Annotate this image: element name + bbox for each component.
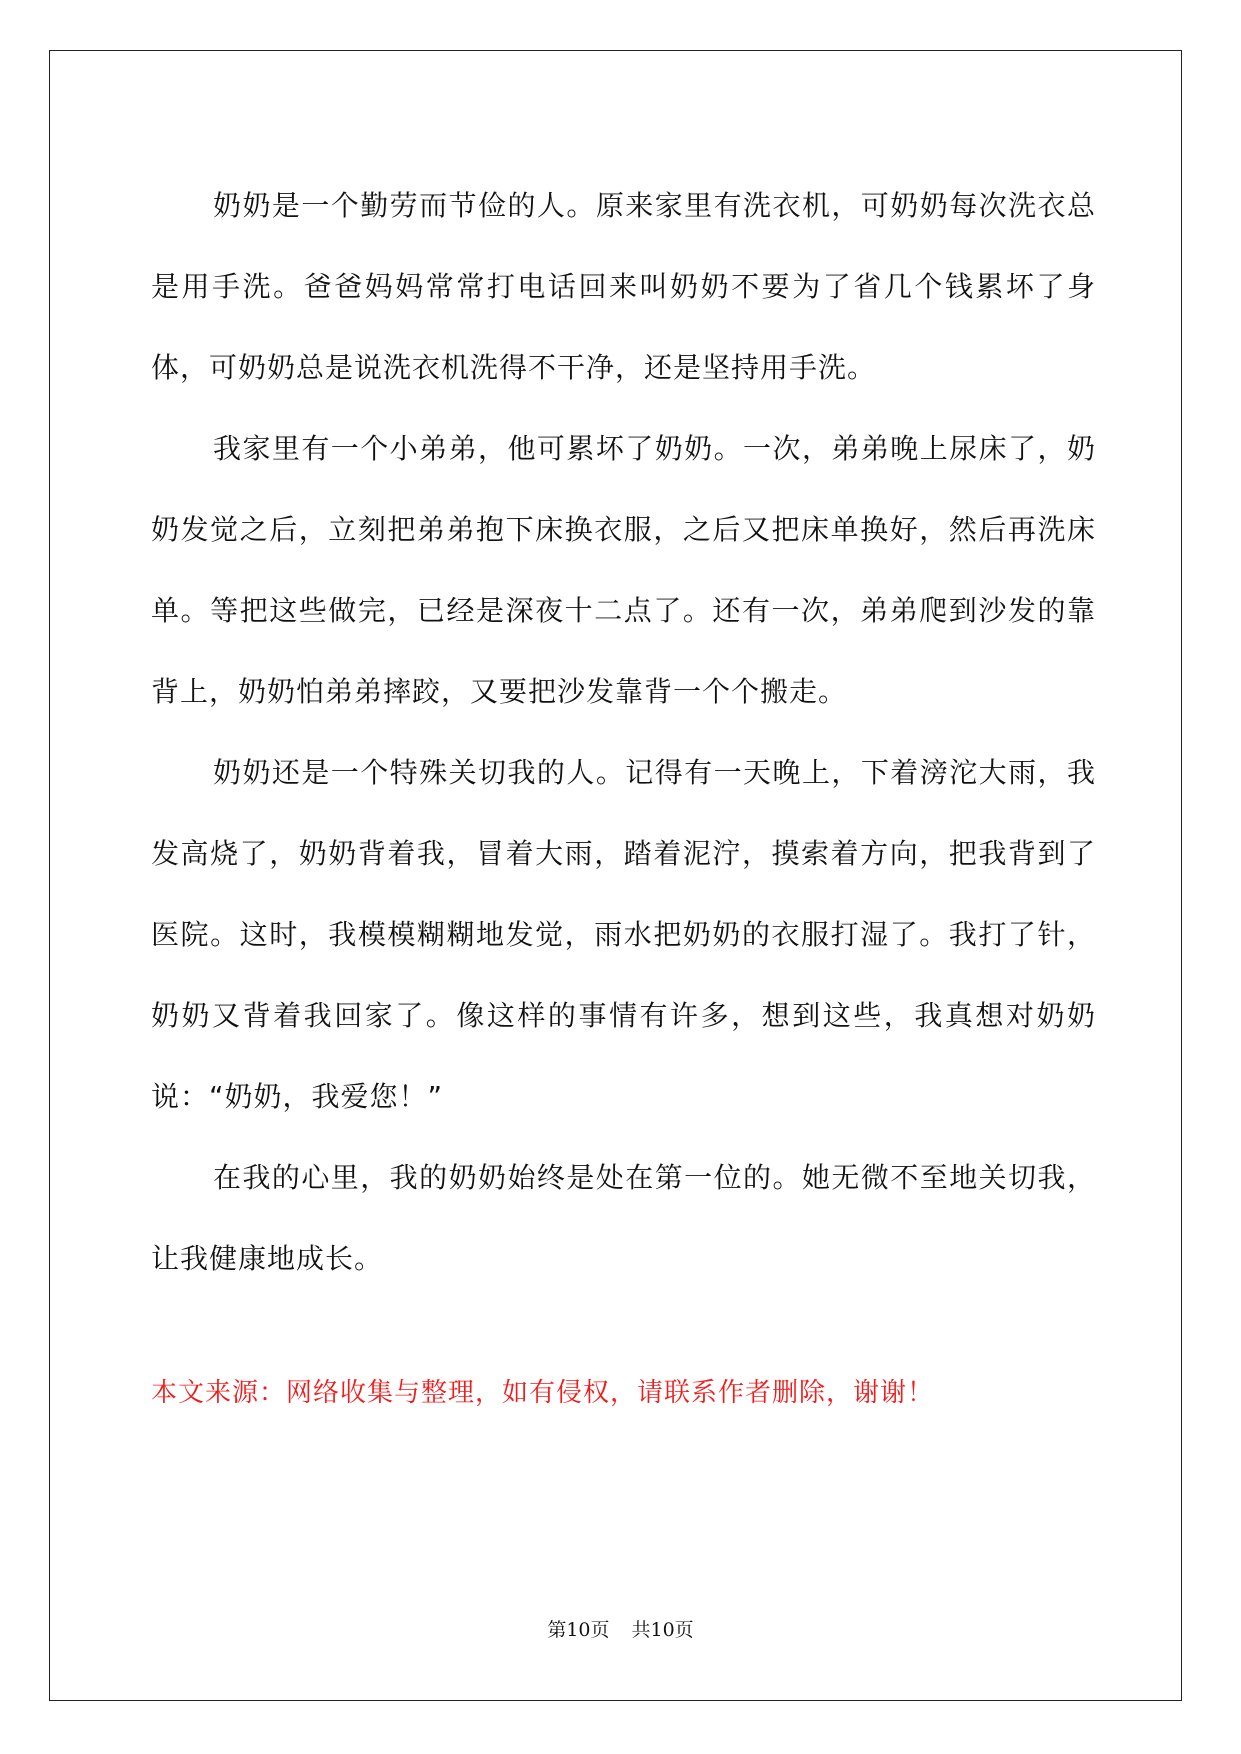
page-footer [0,1615,1241,1642]
source-note: 本文来源：网络收集与整理，如有侵权，请联系作者删除，谢谢！ [151,1378,935,1408]
document-body [151,165,1096,1299]
paragraph: 我家里有一个小弟弟，他可累坏了奶奶。一次，弟弟晚上尿床了，奶奶发觉之后，立刻把弟弟抱下床换衣服，之后又把床单换好，然后再洗床单。等把这些做完，已经是深夜十二点了。还有一次，弟弟爬到沙发的靠背上，奶奶怕弟弟摔跤，又要把沙发靠背一个个搬走。 [151,432,1096,708]
page-total: 共10页 [631,1619,694,1641]
paragraph: 奶奶是一个勤劳而节俭的人。原来家里有洗衣机，可奶奶每次洗衣总是用手洗。爸爸妈妈常常打电话回来叫奶奶不要为了省几个钱累坏了身体，可奶奶总是说洗衣机洗得不干净，还是坚持用手洗。 [151,189,1096,384]
paragraph: 在我的心里，我的奶奶始终是处在第一位的。她无微不至地关切我，让我健康地成长。 [151,1161,1096,1275]
paragraph: 奶奶还是一个特殊关切我的人。记得有一天晚上，下着滂沱大雨，我发高烧了，奶奶背着我，冒着大雨，踏着泥泞，摸索着方向，把我背到了医院。这时，我模模糊糊地发觉，雨水把奶奶的衣服打湿了。我打了针，奶奶又背着我回家了。像这样的事情有许多，想到这些，我真想对奶奶说：“奶奶，我爱您！” [151,756,1096,1113]
page-number: 第10页 [547,1619,610,1641]
